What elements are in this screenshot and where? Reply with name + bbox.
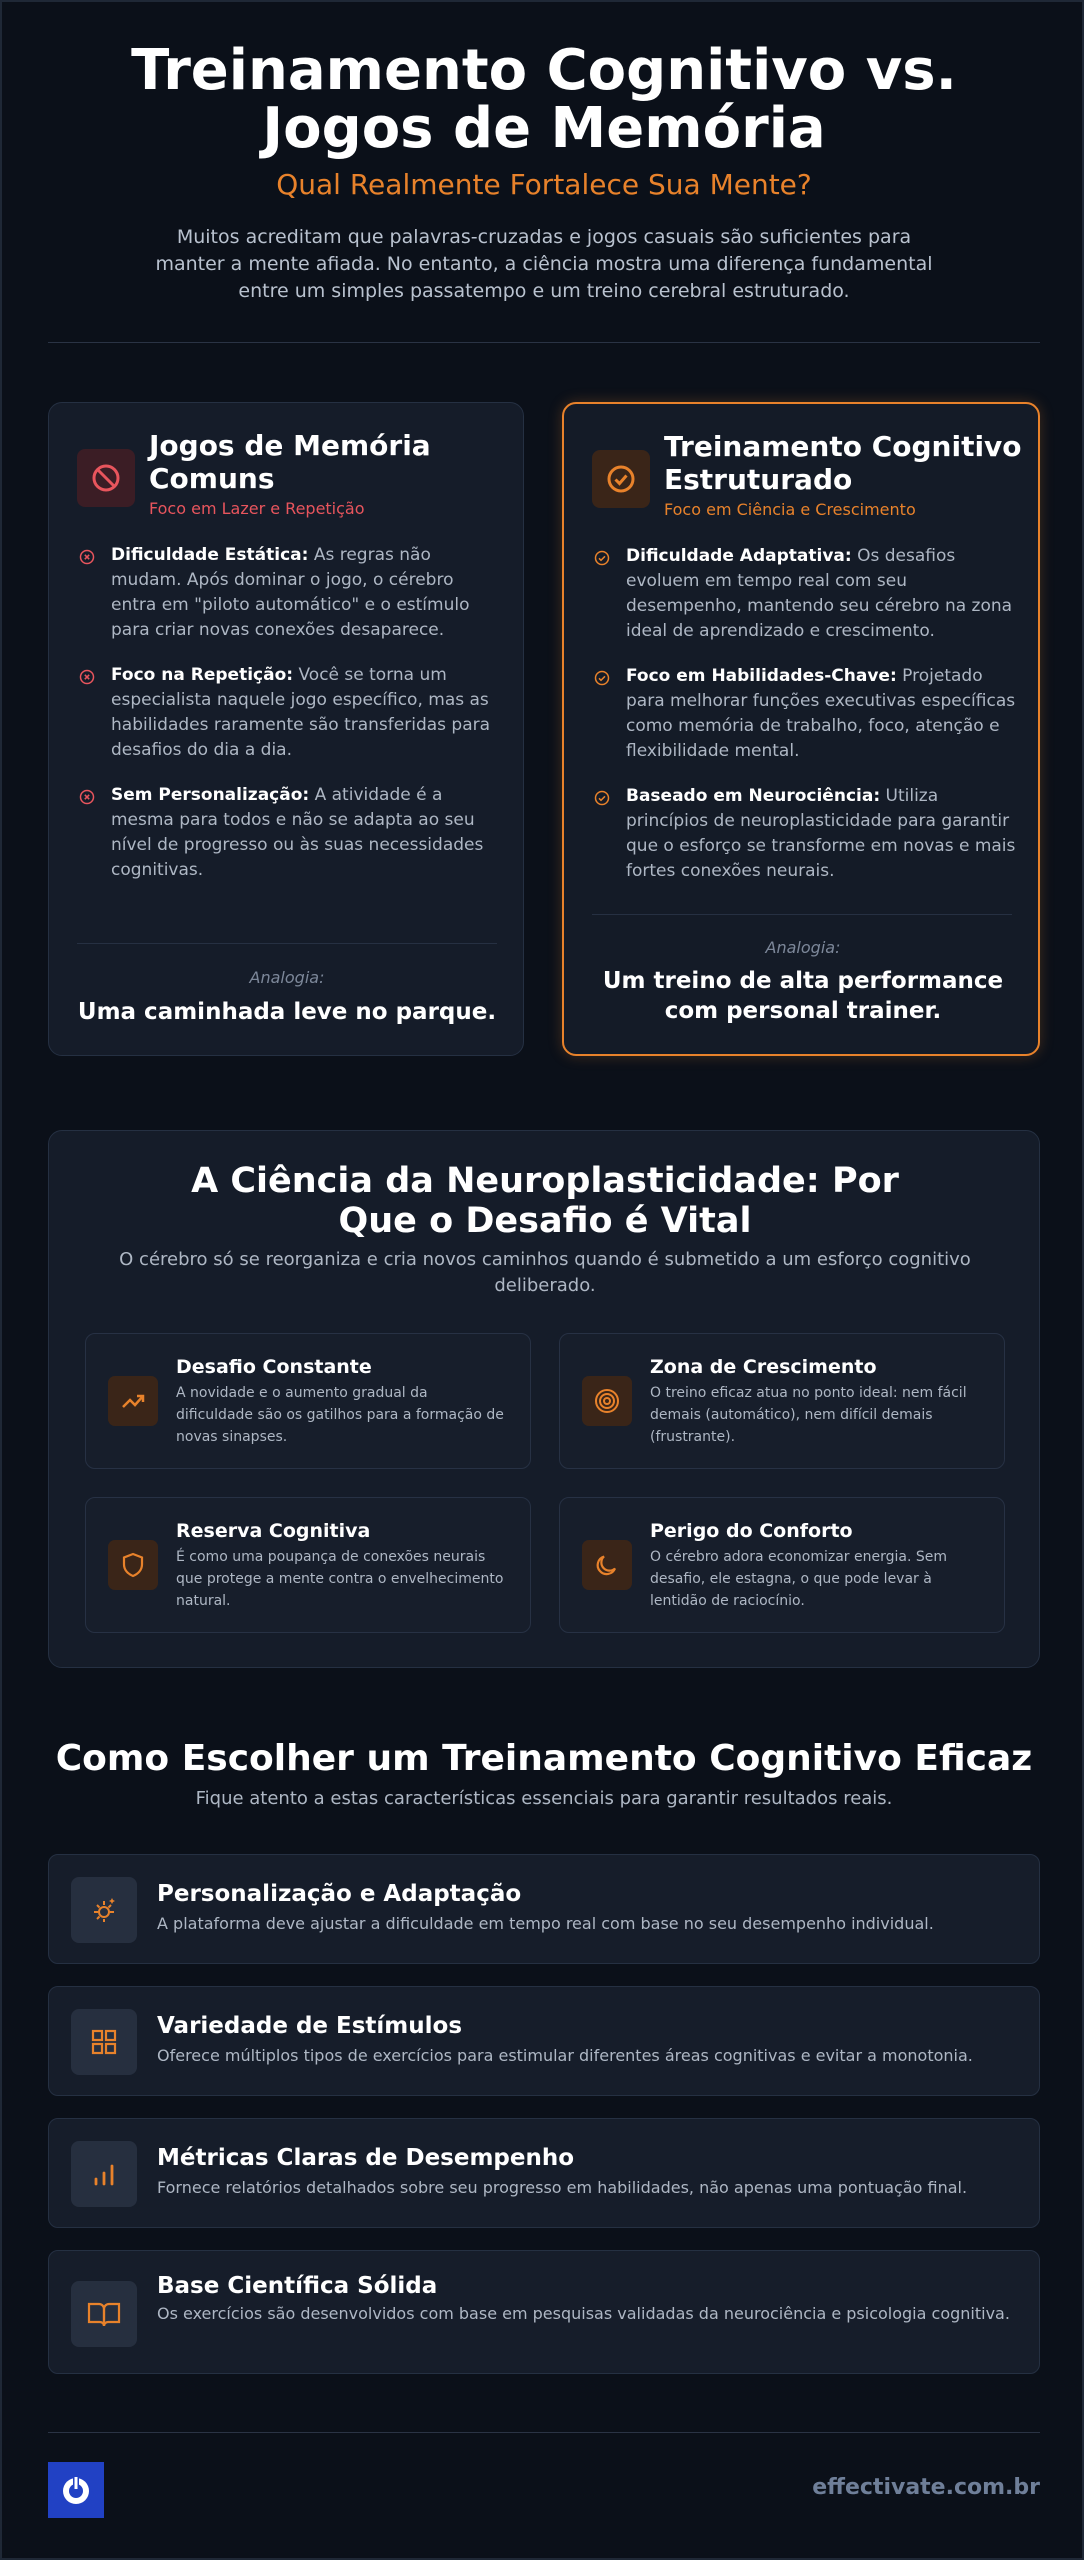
choose-title: Como Escolher um Treinamento Cognitivo Eficaz — [55, 1738, 1033, 1779]
feature-card — [48, 1854, 1040, 1964]
feature-title: Personalização e Adaptação — [157, 1881, 522, 1907]
science-item-title: Desafio Constante — [176, 1356, 372, 1378]
science-item-text: É como uma poupança de conexões neurais que protege a mente contra o envelhecimento natural. — [176, 1549, 504, 1609]
feature-text: Oferece múltiplos tipos de exercícios para estimular diferentes áreas cognitivas e evitar a monotonia. — [157, 2046, 973, 2065]
card-divider — [77, 943, 497, 944]
power-icon — [56, 2470, 96, 2510]
feature-card — [48, 2118, 1040, 2228]
feature-card — [48, 2250, 1040, 2374]
trending-up-icon — [108, 1376, 158, 1426]
moon-icon — [582, 1540, 632, 1590]
book-icon — [71, 2281, 137, 2347]
card-title: Jogos de Memória Comuns — [149, 429, 431, 495]
analogy-text: Um treino de alta performance com personal trainer. — [602, 968, 1004, 1024]
science-item — [85, 1333, 531, 1469]
bar-chart-icon — [71, 2141, 137, 2207]
feature-card — [48, 1986, 1040, 2096]
science-subtitle: O cérebro só se reorganiza e cria novos caminhos quando é submetido a um esforço cognitivo deliberado. — [119, 1249, 971, 1296]
science-title: A Ciência da Neuroplasticidade: Por Que o Desafio é Vital — [191, 1161, 899, 1241]
bullet-item: Baseado em Neurociência: Utiliza princípios de neuroplasticidade para garantir que o esforço se transforme em novas e mais fortes conexões neurais. — [626, 786, 1016, 881]
shield-icon — [108, 1540, 158, 1590]
feature-title: Métricas Claras de Desempenho — [157, 2145, 575, 2171]
science-item-text: O treino eficaz atua no ponto ideal: nem fácil demais (automático), nem difícil demais (frustrante). — [650, 1385, 967, 1445]
analogy-text: Uma caminhada leve no parque. — [77, 999, 497, 1025]
feature-title: Variedade de Estímulos — [157, 2013, 463, 2039]
bullet-x-icon — [79, 549, 95, 569]
science-item-text: O cérebro adora economizar energia. Sem desafio, ele estagna, o que pode levar à lentidão de raciocínio. — [650, 1549, 947, 1609]
bullet-item: Sem Personalização: A atividade é a mesma para todos e não se adapta ao seu nível de progresso ou às suas necessidades cognitivas. — [111, 785, 484, 880]
feature-text: Fornece relatórios detalhados sobre seu progresso em habilidades, não apenas uma pontuação final. — [157, 2178, 968, 2197]
science-item — [559, 1497, 1005, 1633]
bullet-check-icon — [594, 670, 610, 690]
analogy-label: Analogia: — [765, 938, 841, 957]
bullet-check-icon — [594, 790, 610, 810]
science-item — [85, 1497, 531, 1633]
check-circle-icon — [592, 450, 650, 508]
footer-divider — [48, 2432, 1040, 2433]
target-icon — [582, 1376, 632, 1426]
memory-games-card — [48, 402, 524, 1056]
card-divider — [592, 914, 1012, 915]
bullet-item: Dificuldade Adaptativa: Os desafios evoluem em tempo real com seu desempenho, mantendo seu cérebro na zona ideal de aprendizado e crescimento. — [626, 546, 1013, 641]
sparkle-icon — [71, 1877, 137, 1943]
bullet-item: Foco na Repetição: Você se torna um especialista naquele jogo específico, mas as habilidades raramente são transferidas para desafios do dia a dia. — [111, 665, 491, 760]
brand-logo[interactable] — [48, 2462, 104, 2518]
prohibited-icon — [77, 449, 135, 507]
card-tag: Foco em Lazer e Repetição — [149, 499, 365, 518]
header-divider — [48, 342, 1040, 343]
brand-url[interactable]: effectivate.com.br — [812, 2475, 1040, 2500]
cognitive-training-card — [562, 402, 1040, 1056]
choose-subtitle: Fique atento a estas características essenciais para garantir resultados reais. — [195, 1788, 893, 1809]
science-item-text: A novidade e o aumento gradual da dificuldade são os gatilhos para a formação de novas sinapses. — [176, 1385, 504, 1445]
grid-icon — [71, 2009, 137, 2075]
page-title: Treinamento Cognitivo vs. Jogos de Memória — [131, 38, 957, 161]
analogy-label: Analogia: — [249, 968, 325, 987]
science-item — [559, 1333, 1005, 1469]
feature-title: Base Científica Sólida — [157, 2273, 438, 2299]
science-item-title: Zona de Crescimento — [650, 1356, 877, 1378]
bullet-check-icon — [594, 550, 610, 570]
intro-paragraph: Muitos acreditam que palavras-cruzadas e jogos casuais são suficientes para manter a mente afiada. No entanto, a ciência mostra uma diferença fundamental entre um simples passatempo e um treino cerebral estruturado. — [155, 226, 933, 302]
bullet-x-icon — [79, 669, 95, 689]
feature-text: A plataforma deve ajustar a dificuldade em tempo real com base no seu desempenho individual. — [157, 1914, 934, 1933]
feature-text: Os exercícios são desenvolvidos com base em pesquisas validadas da neurociência e psicologia cognitiva. — [157, 2304, 1010, 2323]
bullet-x-icon — [79, 789, 95, 809]
bullet-item: Foco em Habilidades-Chave: Projetado para melhorar funções executivas específicas como memória de trabalho, foco, atenção e flexibilidade mental. — [626, 666, 1016, 761]
science-item-title: Reserva Cognitiva — [176, 1520, 371, 1542]
science-section — [48, 1130, 1040, 1668]
bullet-item: Dificuldade Estática: As regras não mudam. Após dominar o jogo, o cérebro entra em "piloto automático" e o estímulo para criar novas conexões desaparece. — [111, 545, 470, 640]
science-item-title: Perigo do Conforto — [650, 1520, 853, 1542]
card-tag: Foco em Ciência e Crescimento — [664, 500, 916, 519]
card-title: Treinamento Cognitivo Estruturado — [664, 430, 1022, 496]
page-subtitle: Qual Realmente Fortalece Sua Mente? — [276, 168, 812, 201]
